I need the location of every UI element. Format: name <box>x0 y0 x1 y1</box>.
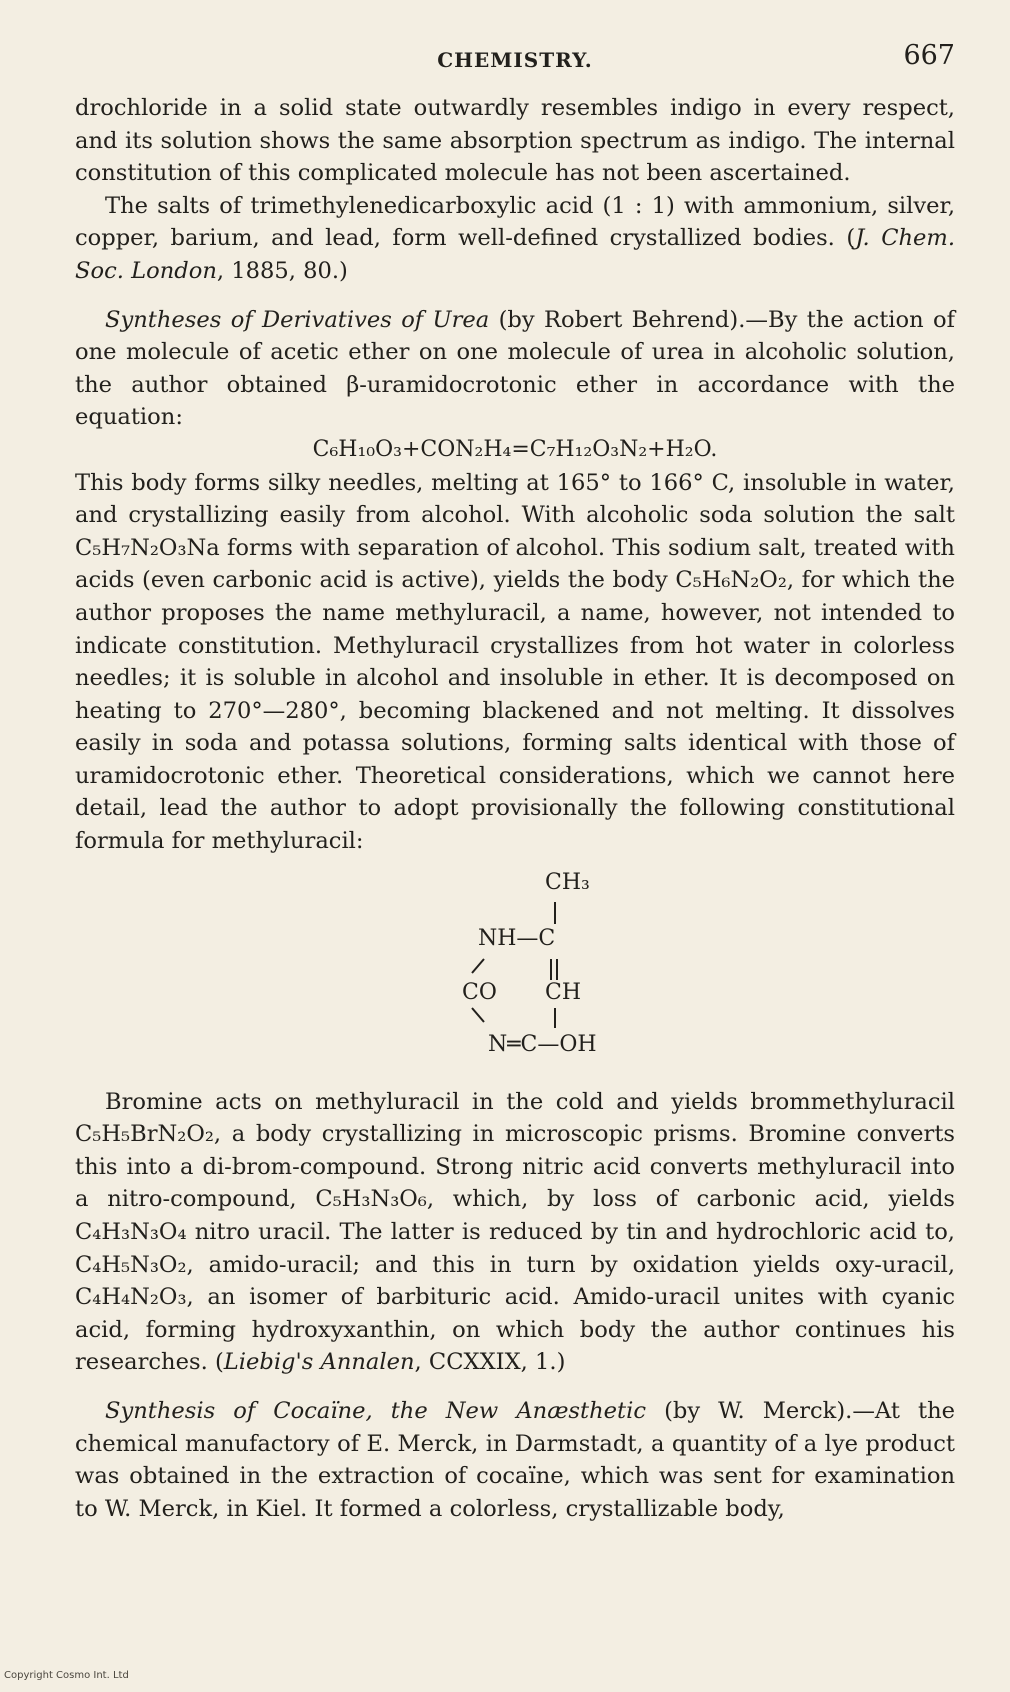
formula-nh-c: NH—C <box>478 925 556 951</box>
formula-ch: CH <box>545 979 582 1005</box>
running-head: CHEMISTRY. <box>437 48 593 72</box>
citation-journal: J. Chem. Soc. London <box>75 225 956 284</box>
page-number: 667 <box>903 40 955 71</box>
paragraph-urea <box>75 304 955 434</box>
paragraph-continuation: drochloride in a solid state outwardly resembles indigo in every respect, and its solution shows the same absorption spectrum as indigo. The internal constitution of this complicated molecule has not been ascertained. <box>75 95 955 187</box>
formula-co: CO <box>462 979 497 1005</box>
section-title-cocaine: Synthesis of Cocaïne, the New Anæsthetic <box>105 1398 646 1424</box>
page-header <box>75 40 955 80</box>
paragraph-cocaine-text: (by W. Merck).—At the chemical manufactory of E. Merck, in Darmstadt, a quantity of a lye product was obtained in the extraction of cocaïne, which was sent for examination to W. Merck, in Kiel. It formed a colorless, crystallizable body, <box>75 1398 955 1522</box>
paragraph-methyluracil: This body forms silky needles, melting at 165° to 166° C, insoluble in water, and crystallizing easily from alcohol. With alcoholic soda solution the salt C₅H₇N₂O₃Na forms with separation of alcohol. This sodium salt, treated with acids (even carbonic acid is active), yields the body C₅H₆N₂O₂, for which the author proposes the name methyluracil, a name, however, not intended to indicate constitution. Methyluracil crystallizes from hot water in colorless needles; it is soluble in alcohol and insoluble in ether. It is decomposed on heating to 270°—280°, becoming blackened and not melting. It dissolves easily in soda and potassa solutions, forming salts identical with those of uramidocrotonic ether. Theoretical considerations, which we cannot here detail, lead the author to adopt provisionally the following constitutional formula for methyluracil: <box>75 469 955 855</box>
paragraph-salts <box>75 190 955 288</box>
paragraph-bromine-text: Bromine acts on methyluracil in the cold and yields brommethyluracil C₅H₅BrN₂O₂, a body crystallizing in microscopic prisms. Bromine converts this into a di-brom-compound. Strong nitric acid converts methyluracil into a nitro-compound, C₅H₃N₃O₆, which, by loss of carbonic acid, yields C₄H₃N₃O₄ nitro uracil. The latter is reduced by tin and hydrochloric acid to, C₄H₅N₃O₂, amido-uracil; and this in turn by oxidation yields oxy-uracil, C₄H₄N₂O₃, an isomer of barbituric acid. Amido-uracil unites with cyanic acid, forming hydroxyxanthin, on which body the author continues his researches. ( <box>75 1088 955 1376</box>
structural-formula <box>460 866 700 1076</box>
chemical-equation: C₆H₁₀O₃+CON₂H₄=C₇H₁₂O₃N₂+H₂O. <box>312 436 718 462</box>
paragraph-bromine <box>75 1086 955 1379</box>
citation-annalen: Liebig's Annalen <box>223 1349 415 1376</box>
body-text <box>75 92 955 1525</box>
formula-n-c-oh: N═C—OH <box>488 1031 597 1057</box>
citation-annalen-rest: , CCXXIX, 1.) <box>414 1349 566 1376</box>
bond-co-n <box>472 1008 484 1022</box>
paragraph-cocaine <box>75 1395 955 1525</box>
paragraph-urea-text: (by Robert Behrend).—By the action of one molecule of acetic ether on one molecule of urea in alcoholic solution, the author obtained β-uramidocrotonic ether in accordance with the equation: <box>75 306 955 431</box>
formula-ch3: CH₃ <box>545 869 590 895</box>
paragraph-salts-text: The salts of trimethylenedicarboxylic acid (1 : 1) with ammonium, silver, copper, barium, and lead, form well-defined crystallized bodies. ( <box>75 192 955 252</box>
copyright-caption: Copyright Cosmo Int. Ltd <box>4 1670 129 1681</box>
section-title-urea: Syntheses of Derivatives of Urea <box>105 306 490 333</box>
citation-rest: , 1885, 80.) <box>216 257 348 284</box>
bond-n-co <box>472 959 484 973</box>
